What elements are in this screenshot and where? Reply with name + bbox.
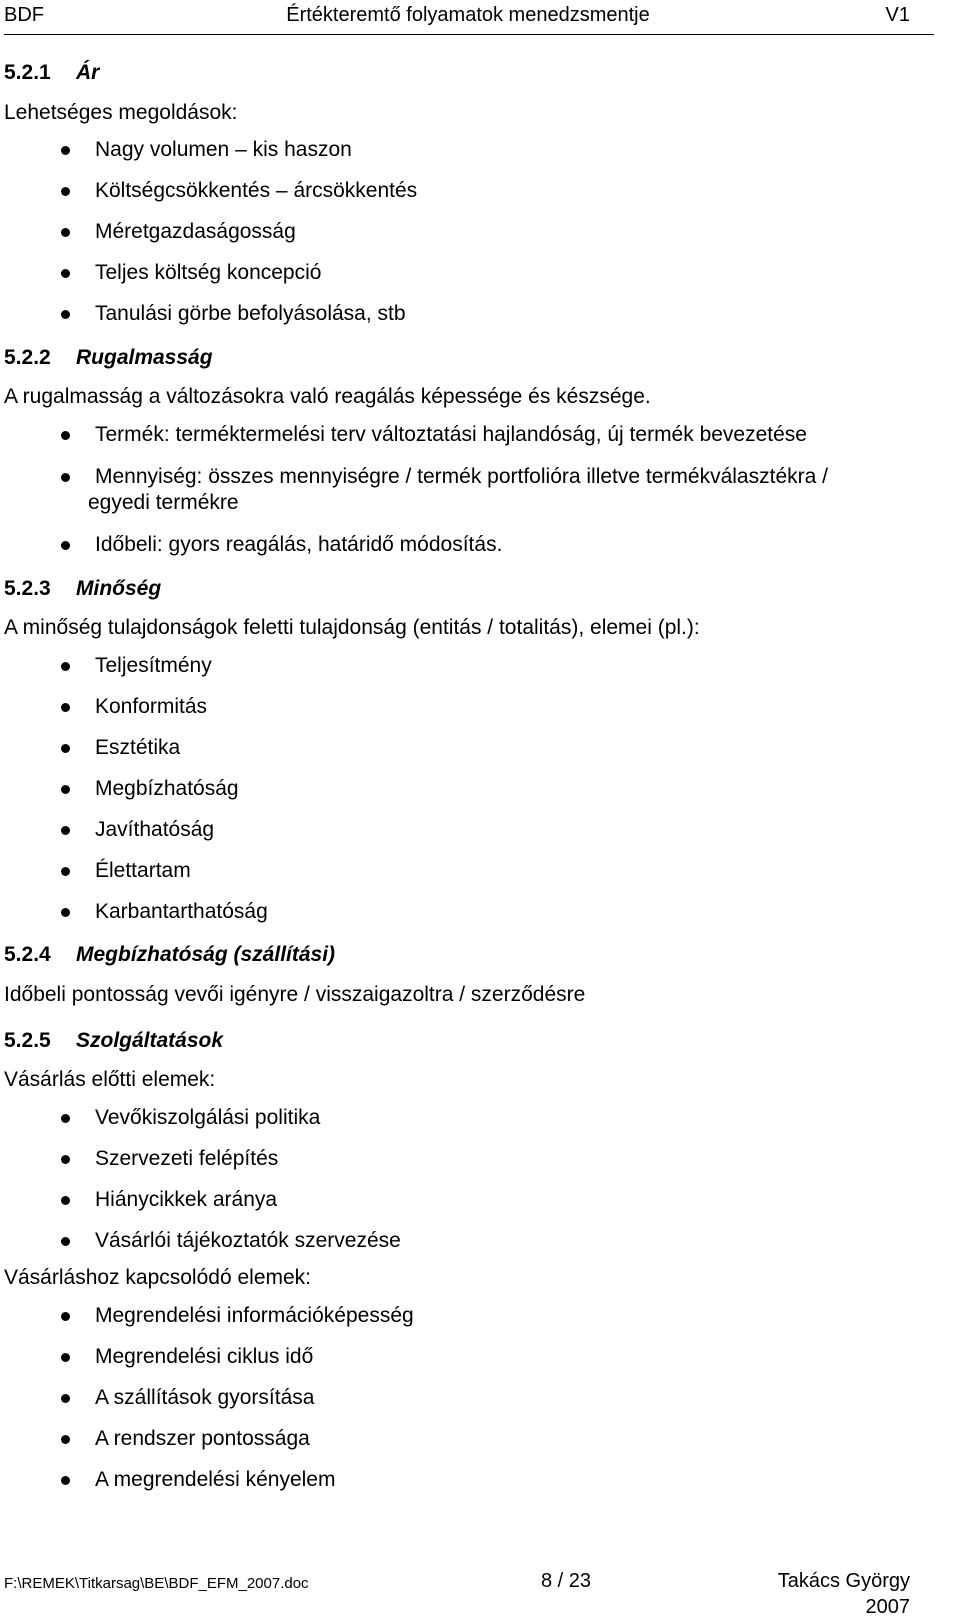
list-item: Javíthatóság <box>95 818 215 841</box>
list-item: Teljes költség koncepció <box>95 261 322 284</box>
list-item: Termék: terméktermelési terv változtatási hajlandóság, új termék bevezetése <box>95 423 807 446</box>
header-version: V1 <box>885 4 910 26</box>
section-intro: Vásárláshoz kapcsolódó elemek: <box>4 1266 312 1289</box>
section-intro: Időbeli pontosság vevői igényre / visszaigazoltra / szerződésre <box>4 983 586 1006</box>
section-heading-5-2-5 <box>4 1028 223 1054</box>
section-title: Rugalmasság <box>76 346 213 369</box>
section-title: Ár <box>76 61 100 84</box>
list-item: Konformitás <box>95 695 208 718</box>
section-intro: Vásárlás előtti elemek: <box>4 1068 216 1091</box>
section-intro: Lehetséges megoldások: <box>4 101 238 124</box>
footer-author: Takács György <box>777 1570 910 1592</box>
list-item: Esztétika <box>95 736 181 759</box>
section-heading-5-2-4 <box>4 942 335 968</box>
section-number: 5.2.2 <box>4 346 51 369</box>
list-item: Vevőkiszolgálási politika <box>95 1106 321 1129</box>
list-item: A rendszer pontossága <box>95 1427 310 1450</box>
section-heading-5-2-1 <box>4 60 99 86</box>
list-item-continuation: egyedi termékre <box>88 491 239 514</box>
list-item: Költségcsökkentés – árcsökkentés <box>95 179 418 202</box>
section-number: 5.2.1 <box>4 61 51 84</box>
footer-year: 2007 <box>865 1596 910 1618</box>
list-item: Mennyiség: összes mennyiségre / termék portfolióra illetve termékválasztékra / <box>95 465 828 488</box>
list-item: Teljesítmény <box>95 654 212 677</box>
header-divider <box>4 34 934 35</box>
section-heading-5-2-3 <box>4 576 161 602</box>
section-title: Szolgáltatások <box>76 1029 224 1052</box>
footer-file-path: F:\REMEK\Titkarsag\BE\BDF_EFM_2007.doc <box>4 1575 309 1592</box>
section-number: 5.2.5 <box>4 1029 51 1052</box>
list-item: Megbízhatóság <box>95 777 239 800</box>
list-item: Szervezeti felépítés <box>95 1147 279 1170</box>
list-item: Megrendelési információképesség <box>95 1304 414 1327</box>
section-title: Minőség <box>76 577 162 600</box>
section-intro: A rugalmasság a változásokra való reagálás képessége és készsége. <box>4 385 651 408</box>
list-item: Élettartam <box>95 859 191 882</box>
list-item: Hiánycikkek aránya <box>95 1188 278 1211</box>
list-item: A megrendelési kényelem <box>95 1468 336 1491</box>
header-title: Értékteremtő folyamatok menedzsmentje <box>286 4 650 26</box>
list-item: Tanulási görbe befolyásolása, stb <box>95 302 406 325</box>
list-item: Karbantarthatóság <box>95 900 268 923</box>
list-item: A szállítások gyorsítása <box>95 1386 315 1409</box>
header-left: BDF <box>4 4 44 26</box>
footer-author-block <box>778 1568 910 1620</box>
section-number: 5.2.4 <box>4 943 51 966</box>
list-item: Megrendelési ciklus idő <box>95 1345 314 1368</box>
list-item: Vásárlói tájékoztatók szervezése <box>95 1229 401 1252</box>
section-number: 5.2.3 <box>4 577 51 600</box>
list-item: Időbeli: gyors reagálás, határidő módosítás. <box>95 533 503 556</box>
footer-page-number: 8 / 23 <box>541 1570 592 1592</box>
list-item: Nagy volumen – kis haszon <box>95 138 352 161</box>
section-title: Megbízhatóság (szállítási) <box>76 943 336 966</box>
list-item: Méretgazdaságosság <box>95 220 296 243</box>
section-heading-5-2-2 <box>4 345 213 371</box>
section-intro: A minőség tulajdonságok feletti tulajdonság (entitás / totalitás), elemei (pl.): <box>4 616 700 639</box>
